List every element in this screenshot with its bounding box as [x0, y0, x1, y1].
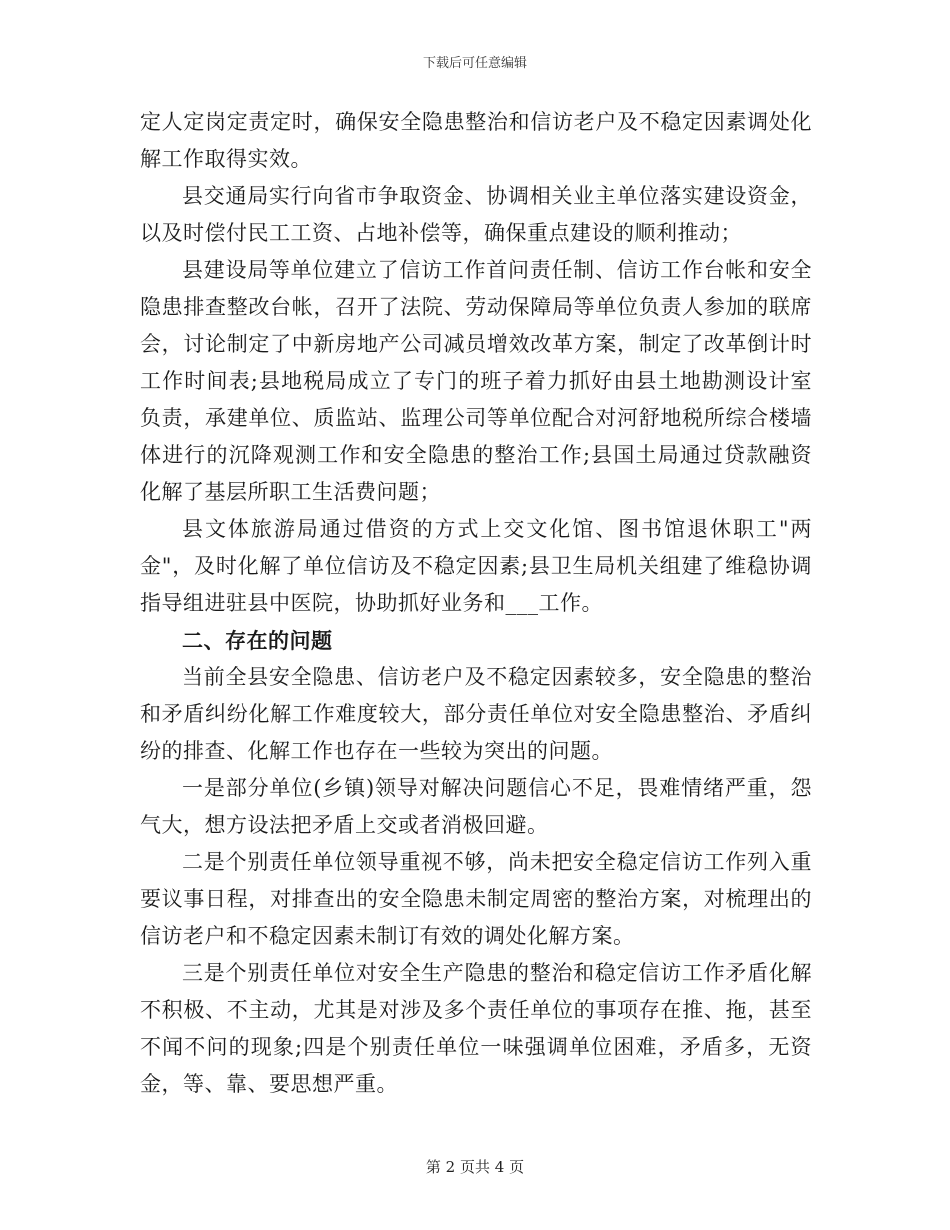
paragraph-culture-bureau: 县文体旅游局通过借资的方式上交文化馆、图书馆退休职工"两金"，及时化解了单位信访及不稳定因素;县卫生局机关组建了维稳协调指导组进驻县中医院，协助抓好业务和___工作。 — [140, 517, 812, 615]
paragraph-transport-bureau: 县交通局实行向省市争取资金、协调相关业主单位落实建设资金，以及时偿付民工工资、占地补偿等，确保重点建设的顺利推动； — [140, 184, 812, 245]
paragraph-problem-one: 一是部分单位(乡镇)领导对解决问题信心不足，畏难情绪严重，怨气大，想方设法把矛盾上交或者消极回避。 — [140, 776, 812, 837]
page-header: 下载后可任意编辑 — [422, 56, 527, 71]
paragraph-problem-two: 二是个别责任单位领导重视不够，尚未把安全稳定信访工作列入重要议事日程，对排查出的安全隐患未制定周密的整治方案，对梳理出的信访老户和不稳定因素未制订有效的调处化解方案。 — [140, 850, 812, 948]
paragraph-problems-intro: 当前全县安全隐患、信访老户及不稳定因素较多，安全隐患的整治和矛盾纠纷化解工作难度较大，部分责任单位对安全隐患整治、矛盾纠纷的排查、化解工作也存在一些较为突出的问题。 — [140, 665, 812, 763]
paragraph-problem-three: 三是个别责任单位对安全生产隐患的整治和稳定信访工作矛盾化解不积极、不主动，尤其是对涉及多个责任单位的事项存在推、拖，甚至不闻不问的现象;四是个别责任单位一味强调单位困难，矛盾多，无资金，等、靠、要思想严重。 — [140, 961, 812, 1096]
paragraph-continuation: 定人定岗定责定时，确保安全隐患整治和信访老户及不稳定因素调处化解工作取得实效。 — [140, 110, 812, 171]
section-heading-problems: 二、存在的问题 — [182, 628, 333, 653]
document-body — [140, 104, 812, 1103]
page-footer: 第 2 页共 4 页 — [425, 1158, 525, 1176]
paragraph-construction-bureau: 县建设局等单位建立了信访工作首问责任制、信访工作台帐和安全隐患排查整改台帐，召开了法院、劳动保障局等单位负责人参加的联席会，讨论制定了中新房地产公司减员增效改革方案，制定了改革倒计时工作时间表;县地税局成立了专门的班子着力抓好由县土地勘测设计室负责，承建单位、质监站、监理公司等单位配合对河舒地税所综合楼墙体进行的沉降观测工作和安全隐患的整治工作;县国土局通过贷款融资化解了基层所职工生活费问题； — [140, 258, 812, 504]
